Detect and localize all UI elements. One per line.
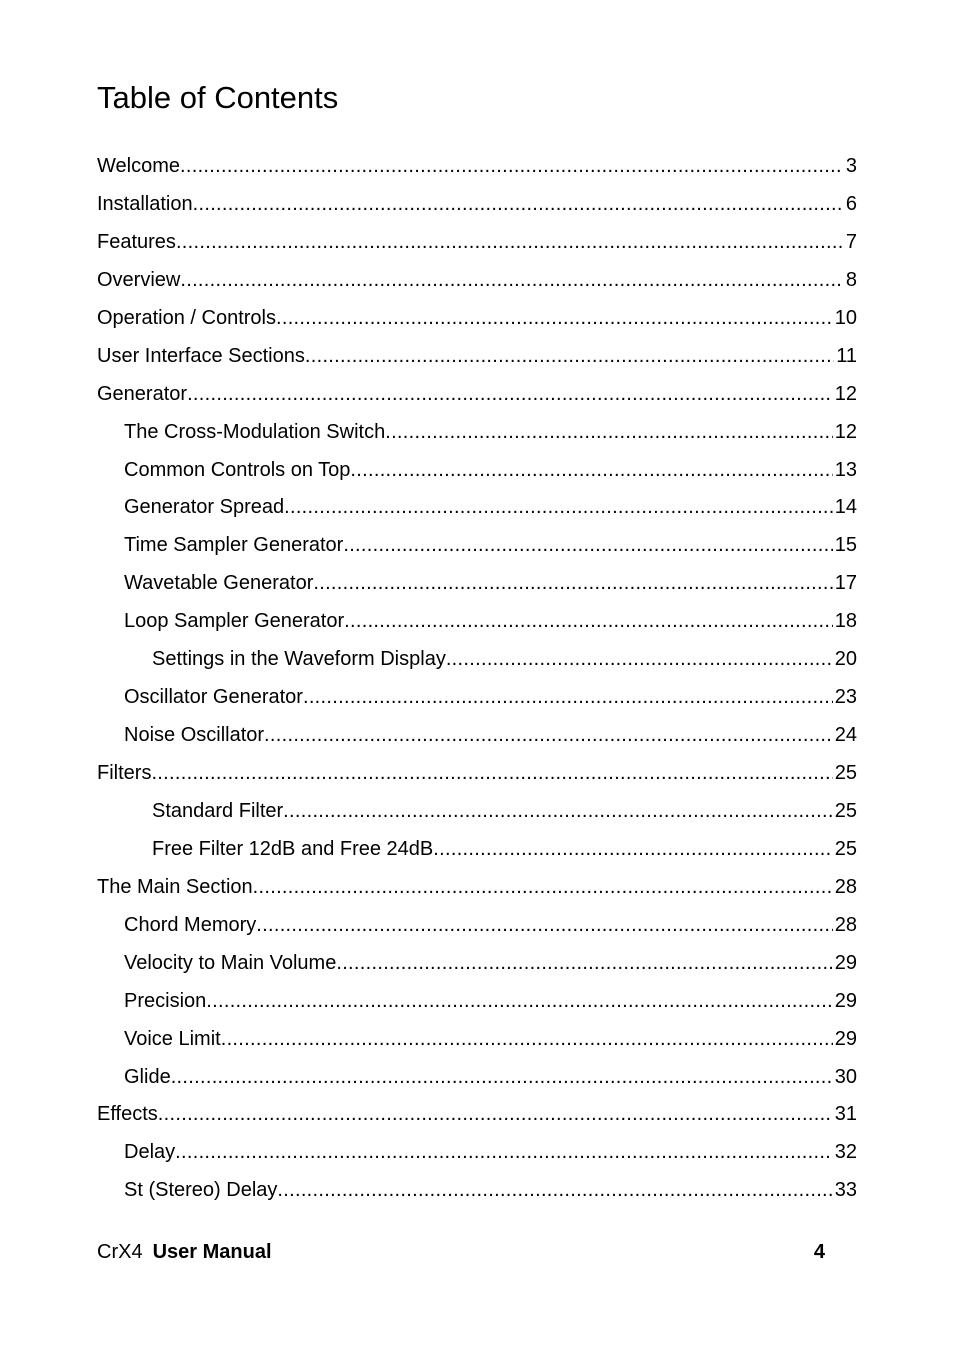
toc-dot-leader [283,796,833,826]
toc-entry[interactable] [97,151,857,189]
toc-entry-label: User Interface Sections [97,344,305,367]
toc-entry[interactable] [97,758,857,796]
toc-entry-label: Operation / Controls [97,306,276,329]
toc-entry-page-number: 25 [834,837,857,860]
toc-entry-page-number: 29 [834,951,857,974]
toc-entry-page-number: 6 [845,192,857,215]
toc-entry-label: The Cross-Modulation Switch [124,420,386,443]
toc-entry-label: Installation [97,192,193,215]
toc-entry-label: Voice Limit [124,1027,221,1050]
toc-dot-leader [336,948,832,978]
toc-entry[interactable] [97,834,857,872]
footer-left [97,1237,272,1267]
toc-entry[interactable] [97,872,857,910]
toc-entry-label: Delay [124,1141,176,1164]
toc-entry-page-number: 24 [834,724,857,747]
toc-entry-page-number: 8 [845,268,857,291]
toc-entry[interactable] [97,568,857,606]
toc-entry-label: Precision [124,989,207,1012]
toc-dot-leader [253,872,833,902]
toc-entry-page-number: 28 [834,913,857,936]
toc-dot-leader [180,151,843,181]
toc-dot-leader [343,530,832,560]
toc-entry-page-number: 12 [834,382,857,405]
toc-entry-page-number: 3 [845,155,857,177]
toc-entry-page-number: 10 [834,306,857,329]
table-of-contents [97,151,857,1213]
toc-dot-leader [446,644,833,674]
toc-dot-leader [344,606,833,636]
toc-entry-label: Time Sampler Generator [124,534,344,557]
toc-dot-leader [256,910,832,940]
page-footer [97,1237,825,1267]
toc-entry-label: Noise Oscillator [124,724,265,747]
toc-entry-label: Common Controls on Top [124,458,351,481]
toc-entry[interactable] [97,1099,857,1137]
toc-entry[interactable] [97,986,857,1024]
toc-dot-leader [276,303,833,333]
toc-entry-label: Chord Memory [124,913,257,936]
toc-entry-page-number: 30 [834,1065,857,1088]
toc-entry-page-number: 25 [834,799,857,822]
footer-document-title: User Manual [152,1241,272,1263]
toc-entry-label: Effects [97,1103,158,1126]
toc-entry[interactable] [97,1024,857,1062]
toc-entry-page-number: 7 [845,230,857,253]
toc-entry-label: Wavetable Generator [124,572,314,595]
toc-dot-leader [313,568,832,598]
toc-dot-leader [350,455,832,485]
toc-dot-leader [433,834,832,864]
toc-entry-page-number: 13 [834,458,857,481]
toc-entry-label: St (Stereo) Delay [124,1179,278,1202]
toc-entry[interactable] [97,644,857,682]
toc-entry[interactable] [97,1175,857,1213]
toc-entry[interactable] [97,341,857,379]
toc-entry[interactable] [97,720,857,758]
toc-dot-leader [176,227,843,257]
toc-dot-leader [221,1024,833,1054]
toc-entry-page-number: 23 [834,686,857,709]
toc-entry-page-number: 31 [834,1103,857,1126]
toc-entry-page-number: 12 [834,420,857,443]
toc-entry-page-number: 28 [834,875,857,898]
toc-entry-label: Welcome [97,155,180,177]
toc-entry-label: The Main Section [97,875,253,898]
toc-entry-page-number: 32 [834,1141,857,1164]
toc-entry[interactable] [97,189,857,227]
toc-dot-leader [151,758,832,788]
toc-dot-leader [305,341,834,371]
toc-entry[interactable] [97,379,857,417]
toc-dot-leader [158,1099,833,1129]
toc-entry[interactable] [97,910,857,948]
page-title: Table of Contents [97,80,339,115]
toc-entry-page-number: 14 [834,496,857,519]
toc-entry-label: Settings in the Waveform Display [152,648,446,671]
toc-entry-page-number: 29 [834,1027,857,1050]
toc-entry[interactable] [97,1062,857,1100]
toc-entry-label: Oscillator Generator [124,686,303,709]
toc-dot-leader [180,265,843,295]
toc-entry-label: Loop Sampler Generator [124,610,345,633]
toc-dot-leader [175,1137,833,1167]
toc-entry-label: Overview [97,268,181,291]
toc-dot-leader [303,682,833,712]
footer-product-name: CrX4 [97,1241,143,1263]
toc-entry[interactable] [97,530,857,568]
toc-entry-page-number: 20 [834,648,857,671]
toc-entry-label: Generator [97,382,188,405]
toc-dot-leader [171,1062,833,1092]
toc-entry-page-number: 15 [834,534,857,557]
toc-dot-leader [206,986,832,1016]
toc-entry-label: Standard Filter [152,799,284,822]
toc-dot-leader [264,720,833,750]
toc-entry-page-number: 33 [834,1179,857,1202]
toc-entry[interactable] [97,265,857,303]
toc-entry-label: Filters [97,762,152,784]
toc-dot-leader [284,492,833,522]
toc-dot-leader [193,189,843,219]
toc-entry-label: Free Filter 12dB and Free 24dB [152,837,434,860]
toc-entry[interactable] [97,1137,857,1175]
toc-entry[interactable] [97,455,857,493]
toc-entry[interactable] [97,796,857,834]
toc-entry[interactable] [97,227,857,265]
toc-entry-page-number: 11 [836,344,857,367]
toc-entry-label: Velocity to Main Volume [124,951,337,974]
toc-entry[interactable] [97,682,857,720]
toc-entry[interactable] [97,303,857,341]
toc-entry-label: Glide [124,1065,171,1088]
toc-entry[interactable] [97,492,857,530]
toc-entry-page-number: 25 [834,762,857,784]
toc-entry-label: Features [97,230,176,253]
toc-dot-leader [187,379,833,409]
toc-entry-label: Generator Spread [124,496,285,519]
toc-entry-page-number: 18 [834,610,857,633]
toc-entry-page-number: 17 [834,572,857,595]
toc-dot-leader [277,1175,832,1205]
toc-entry[interactable] [97,948,857,986]
toc-entry[interactable] [97,606,857,644]
footer-page-number: 4 [813,1241,825,1263]
toc-entry[interactable] [97,417,857,455]
toc-entry-page-number: 29 [834,989,857,1012]
toc-dot-leader [385,417,833,447]
